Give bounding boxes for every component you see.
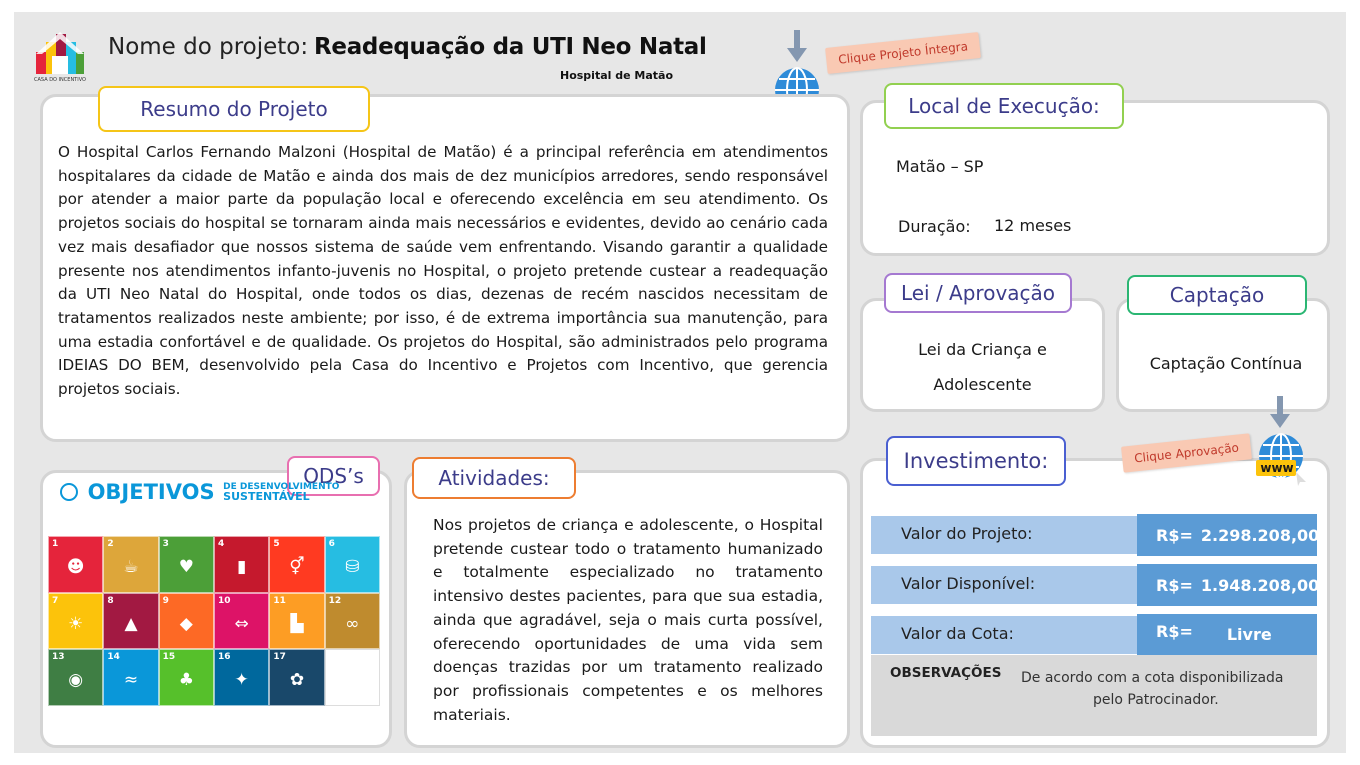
ods-heading: ODS’s	[287, 456, 380, 496]
ods-tile-icon: ⇔	[234, 613, 249, 634]
atividades-text: Nos projetos de criança e adolescente, o Hospital pretende custear todo o tratamento humanizado e totalmente especializado no tratamento intensivo destes pacientes, para que sua estadia, ainda que agradável, seja o mais curta possível, oferecendo oportunidades de uma vida sem doenças trazidas por um tratamento realizado por profissionais competentes e os melhores materiais.	[433, 516, 823, 724]
ods-tile-icon: ⚥	[289, 557, 305, 578]
ods-tile	[325, 536, 380, 593]
valor-projeto-row	[871, 516, 1320, 554]
valor-cota-box	[1137, 614, 1317, 656]
ods-tile-number: 9	[162, 595, 169, 606]
ods-tile-number: 5	[273, 539, 280, 549]
ods-tile	[159, 593, 214, 650]
ods-tile-number: 10	[217, 595, 231, 606]
project-title-label: Nome do projeto:	[108, 34, 309, 60]
valor-disponivel-currency: R$=	[1156, 575, 1193, 595]
observacoes-box	[871, 655, 1317, 736]
ods-tile-icon: ♣	[178, 670, 194, 691]
ods-tile-number: 4	[217, 539, 225, 549]
ods-tile-icon: ∞	[345, 613, 360, 634]
www-label: www	[1260, 461, 1294, 475]
casa-do-incentivo-logo	[32, 30, 88, 84]
ods-tile	[325, 649, 380, 706]
ods-tile-icon: ✿	[289, 670, 305, 691]
ods-tile-icon: ▙	[290, 613, 304, 634]
ods-tiles-grid	[48, 536, 380, 706]
captacao-value: Captação Contínua	[1149, 354, 1303, 373]
ods-tile	[325, 593, 380, 650]
www-globe-link-aprovacao[interactable]	[1254, 432, 1310, 488]
duracao-label: Duração:	[898, 217, 971, 236]
ods-tile-number: 2	[107, 539, 114, 549]
project-subtitle: Hospital de Matão	[560, 69, 674, 82]
valor-projeto-label: Valor do Projeto:	[901, 524, 1033, 543]
ods-tile	[269, 593, 324, 650]
resumo-text: O Hospital Carlos Fernando Malzoni (Hospital de Matão) é a principal referência em atendimentos hospitalares da cidade de Matão e ainda dos mais de dez municípios arredores, sendo responsável por atender a maior parte da população local e oferecendo excelência em seu atendimento. Os projetos sociais do hospital se tornaram ainda mais necessários e evidentes, devido ao cenário cada vez mais desafiador que nossos sistema de saúde vem enfrentando. Visando garantir a qualidade presente nos atendimentos infanto-juvenis no Hospital, o projeto pretende custear a readequação da UTI Neo Natal do Hospital, onde todos os dias, dezenas de recém nascidos necessitam de tratamentos realizados neste ambiente; por isso, é de extrema importância sua manutenção, para uma estadia confortável e de qualidade. Os projetos do Hospital, são administrados pelo programa IDEIAS DO BEM, desenvolvido pela Casa do Incentivo e Projetos com Incentivo, que gerencia projetos sociais.	[58, 143, 828, 399]
globe-icon	[1254, 432, 1308, 486]
ods-banner-main: OBJETIVOS	[87, 480, 215, 504]
valor-disponivel-label: Valor Disponível:	[901, 574, 1036, 593]
ods-tile-number: 17	[273, 652, 286, 663]
valor-cota-value: Livre	[1226, 625, 1272, 644]
duracao-value: 12 meses	[994, 216, 1072, 235]
ods-tile	[159, 649, 214, 706]
ods-tile	[48, 649, 103, 706]
ods-tile-number: 6	[328, 539, 335, 549]
ods-tile-number: 12	[328, 595, 342, 606]
ods-tile-icon: ≈	[123, 670, 139, 691]
ods-tile-icon: ♥	[178, 557, 194, 578]
ods-tile	[214, 593, 269, 650]
local-city: Matão – SP	[896, 157, 984, 176]
ods-tile-icon: ☕	[123, 557, 139, 578]
resumo-heading: Resumo do Projeto	[98, 86, 370, 132]
ods-tile	[269, 649, 324, 706]
ods-banner-sub-1: DE DESENVOLVIMENTO	[223, 482, 340, 492]
observacoes-line-1: De acordo com a cota disponibilizada	[1021, 670, 1284, 686]
valor-cota-currency: R$=	[1156, 622, 1193, 641]
ods-tile	[214, 649, 269, 706]
valor-projeto-currency: R$=	[1156, 525, 1193, 545]
observacoes-line-2: pelo Patrocinador.	[1093, 692, 1219, 708]
ods-tile	[103, 536, 158, 593]
ods-tile-icon: ☻	[66, 557, 85, 578]
ods-tile-number: 1	[52, 539, 59, 549]
valor-projeto-value: 2.298.208,00	[1200, 525, 1320, 545]
logo-text: CASA DO INCENTIVO	[34, 77, 86, 83]
local-heading: Local de Execução:	[884, 83, 1124, 129]
lei-heading: Lei / Aprovação	[884, 273, 1072, 313]
ods-tile	[48, 536, 103, 593]
ods-tile-number: 7	[52, 595, 59, 606]
ods-tile	[103, 593, 158, 650]
ods-tile-number: 16	[217, 652, 231, 663]
ods-tile	[48, 593, 103, 650]
ods-tile-icon: ☀	[68, 613, 84, 634]
observacoes-label: OBSERVAÇÕES	[890, 665, 1002, 681]
ods-tile-icon: ◉	[68, 670, 84, 691]
integra-link-note[interactable]: Clique Projeto Íntegra	[825, 32, 981, 74]
atividades-heading: Atividades:	[412, 457, 576, 499]
ods-tile-number: 11	[273, 595, 286, 606]
investimento-heading: Investimento:	[886, 436, 1066, 486]
ods-tile	[103, 649, 158, 706]
project-title: Readequação da UTI Neo Natal	[314, 34, 707, 60]
ods-tile	[214, 536, 269, 593]
valor-cota-row	[871, 616, 1317, 654]
down-arrow-icon	[1268, 396, 1292, 432]
ods-tile-icon: ✦	[234, 670, 249, 691]
lei-line-2: Adolescente	[933, 375, 1032, 394]
ods-tile	[159, 536, 214, 593]
ods-tile-icon: ◆	[179, 613, 193, 634]
valor-disponivel-box	[1137, 564, 1320, 606]
ods-tile-number: 8	[107, 595, 114, 606]
lei-line-1: Lei da Criança e	[918, 340, 1047, 359]
captacao-heading: Captação	[1127, 275, 1307, 315]
un-emblem-icon	[60, 483, 78, 501]
ods-tile-number: 15	[162, 652, 176, 663]
ods-tile-icon: ▲	[124, 613, 138, 634]
valor-projeto-box	[1137, 514, 1320, 556]
ods-banner-sub-2: SUSTENTÁVEL	[223, 490, 310, 503]
ods-tile-number: 14	[107, 652, 120, 663]
aprovacao-link-note[interactable]: Clique Aprovação	[1121, 433, 1252, 472]
ods-tile-number: 13	[52, 652, 65, 663]
ods-tile-number: 3	[162, 539, 169, 549]
valor-cota-label: Valor da Cota:	[901, 624, 1014, 643]
ods-tile-icon: ⛁	[345, 557, 360, 578]
ods-tile	[269, 536, 324, 593]
ods-tile-icon: ▮	[236, 557, 247, 578]
down-arrow-icon	[785, 30, 809, 66]
ods-banner	[60, 480, 339, 504]
valor-disponivel-value: 1.948.208,00	[1200, 575, 1320, 595]
valor-disponivel-row	[871, 566, 1320, 604]
